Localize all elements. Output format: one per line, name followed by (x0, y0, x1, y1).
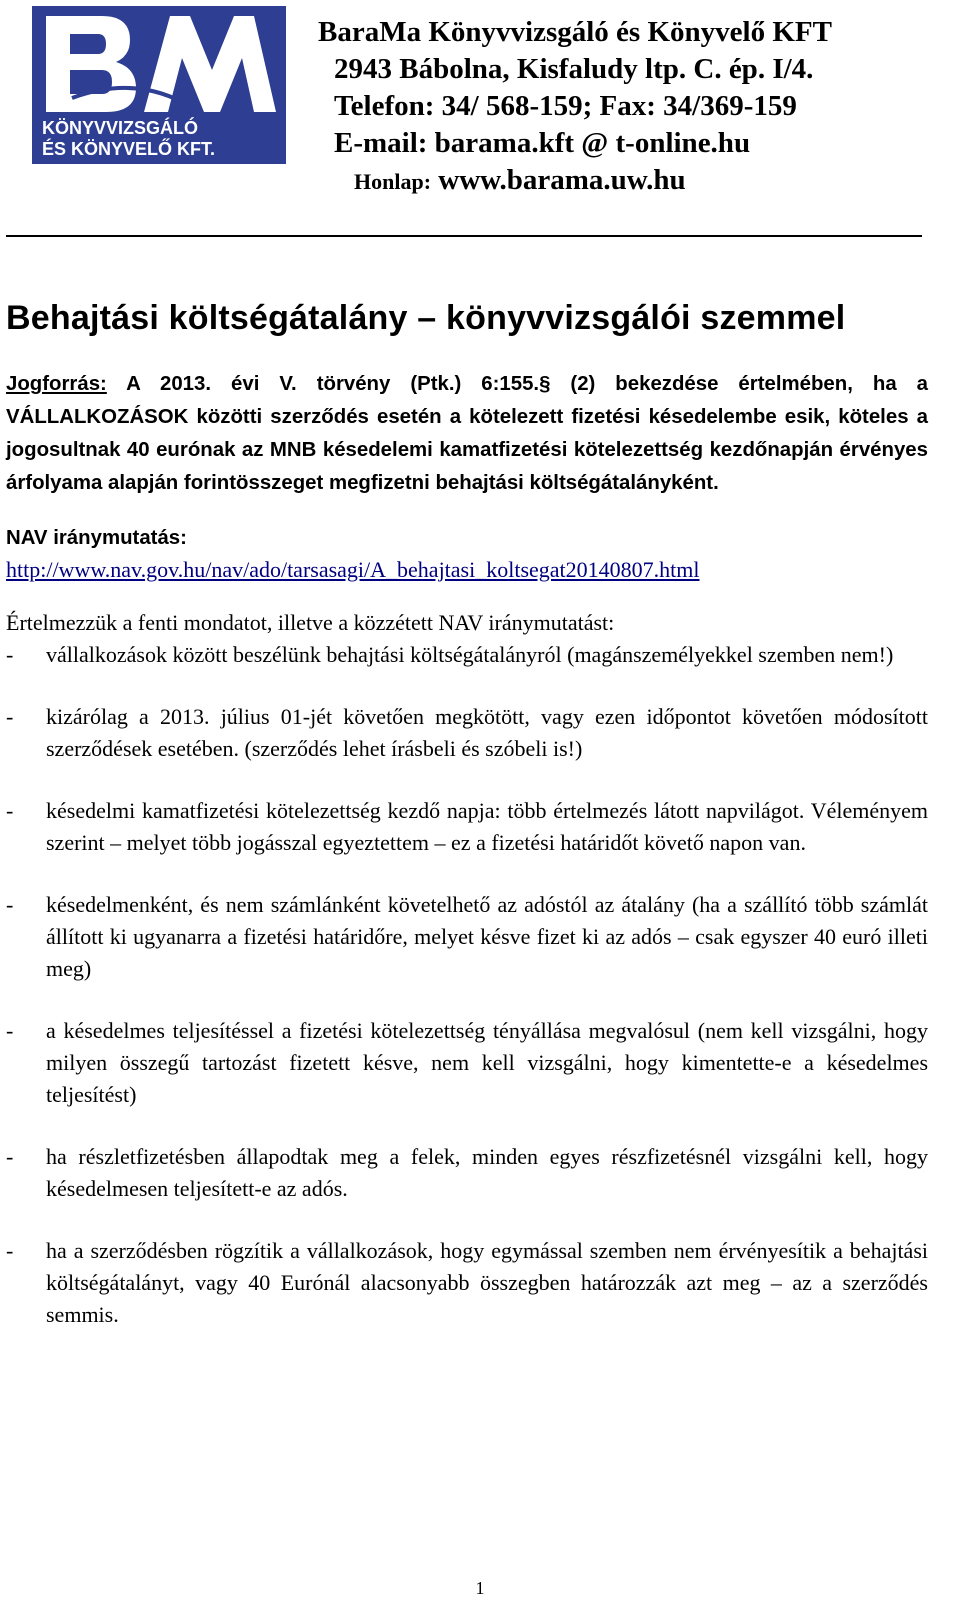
website-label: Honlap: (354, 169, 432, 194)
source-text: A 2013. évi V. törvény (Ptk.) 6:155.§ (2) bekezdése értelmében, ha a VÁLLALKOZÁSOK közötti szerződés esetén a kötelezett fizetési késedelembe esik, köteles a jogosultnak 40 eurónak az MNB késedelemi kamatfizetési kötelezettség kezdőnapján érvényes árfolyama alapján forintösszeget megfizetni behajtási költségátalányként. (6, 373, 928, 494)
company-address: 2943 Bábolna, Kisfaludy ltp. C. ép. I/4. (334, 53, 814, 85)
intro-text: Értelmezzük a fenti mondatot, illetve a közzétett NAV iránymutatást: (6, 610, 615, 635)
list-item-text: ha részletfizetésben állapodtak meg a felek, minden egyes részfizetésnél vizsgálni kell, hogy késedelmesen teljesített-e az adós. (46, 1144, 928, 1201)
nav-guidance-link[interactable]: http://www.nav.gov.hu/nav/ado/tarsasagi/A_behajtasi_koltsegat20140807.html (6, 557, 700, 582)
bullet-dash: - (6, 642, 14, 667)
header-divider (6, 235, 922, 237)
legal-source-paragraph (6, 368, 928, 500)
company-name: BaraMa Könyvvizsgáló és Könyvelő KFT (318, 16, 832, 48)
nav-guidance-title: NAV iránymutatás: (6, 527, 187, 549)
list-item (6, 795, 928, 859)
bullet-dash: - (6, 798, 14, 823)
barama-logo (32, 6, 286, 164)
list-item-text: vállalkozások között beszélünk behajtási költségátalányról (magánszemélyekkel szemben nem!) (46, 642, 894, 667)
company-website (318, 162, 832, 200)
page-number: 1 (475, 1578, 485, 1598)
source-label: Jogforrás: (6, 373, 107, 395)
list-item (6, 1235, 928, 1331)
list-item (6, 1141, 928, 1205)
list-item (6, 701, 928, 765)
list-item (6, 639, 928, 671)
list-item-text: késedelmi kamatfizetési kötelezettség kezdő napja: több értelmezés látott napvilágot. Véleményem szerint – melyet több jogásszal egyeztettem – ez a fizetési határidőt követő napon van. (46, 798, 928, 855)
company-phone: Telefon: 34/ 568-159; Fax: 34/369-159 (334, 90, 797, 122)
list-item-text: a késedelmes teljesítéssel a fizetési kötelezettség tényállása megvalósul (nem kell vizsgálni, hogy milyen összegű tartozást fizetett késve, nem kell vizsgálni, hogy kimentette-e a késedelmes teljesítést) (46, 1018, 928, 1107)
list-item-text: kizárólag a 2013. július 01-jét követően megkötött, vagy ezen időpontot követően módosított szerződések esetében. (szerződés lehet írásbeli és szóbeli is!) (46, 704, 928, 761)
bullet-dash: - (6, 704, 14, 729)
list-item (6, 1015, 928, 1111)
page-title: Behajtási költségátalány – könyvvizsgálói szemmel (6, 299, 846, 337)
bullet-dash: - (6, 1144, 14, 1169)
bullet-dash: - (6, 1018, 14, 1043)
letterhead (0, 0, 960, 240)
bullet-dash: - (6, 892, 14, 917)
logo-text-1: KÖNYVVIZSGÁLÓ (42, 118, 199, 138)
list-item (6, 889, 928, 985)
logo-text-2: ÉS KÖNYVELŐ KFT. (42, 139, 216, 159)
list-item-text: ha a szerződésben rögzítik a vállalkozások, hogy egymással szemben nem érvényesítik a behajtási költségátalányt, vagy 40 Eurónál alacsonyabb összegben határozzák azt meg – az a szerződés semmis. (46, 1238, 928, 1327)
bullet-dash: - (6, 1238, 14, 1263)
company-info (318, 14, 832, 200)
document-body (6, 368, 928, 1331)
list-item-text: késedelmenként, és nem számlánként követelhető az adóstól az átalány (ha a szállító több számlát állított ki ugyanarra a fizetési határidőre, melyet késve fizet ki az adós – csak egyszer 40 euró illeti meg) (46, 892, 928, 981)
company-email: E-mail: barama.kft @ t-online.hu (334, 127, 751, 159)
website-url[interactable]: www.barama.uw.hu (438, 164, 686, 196)
